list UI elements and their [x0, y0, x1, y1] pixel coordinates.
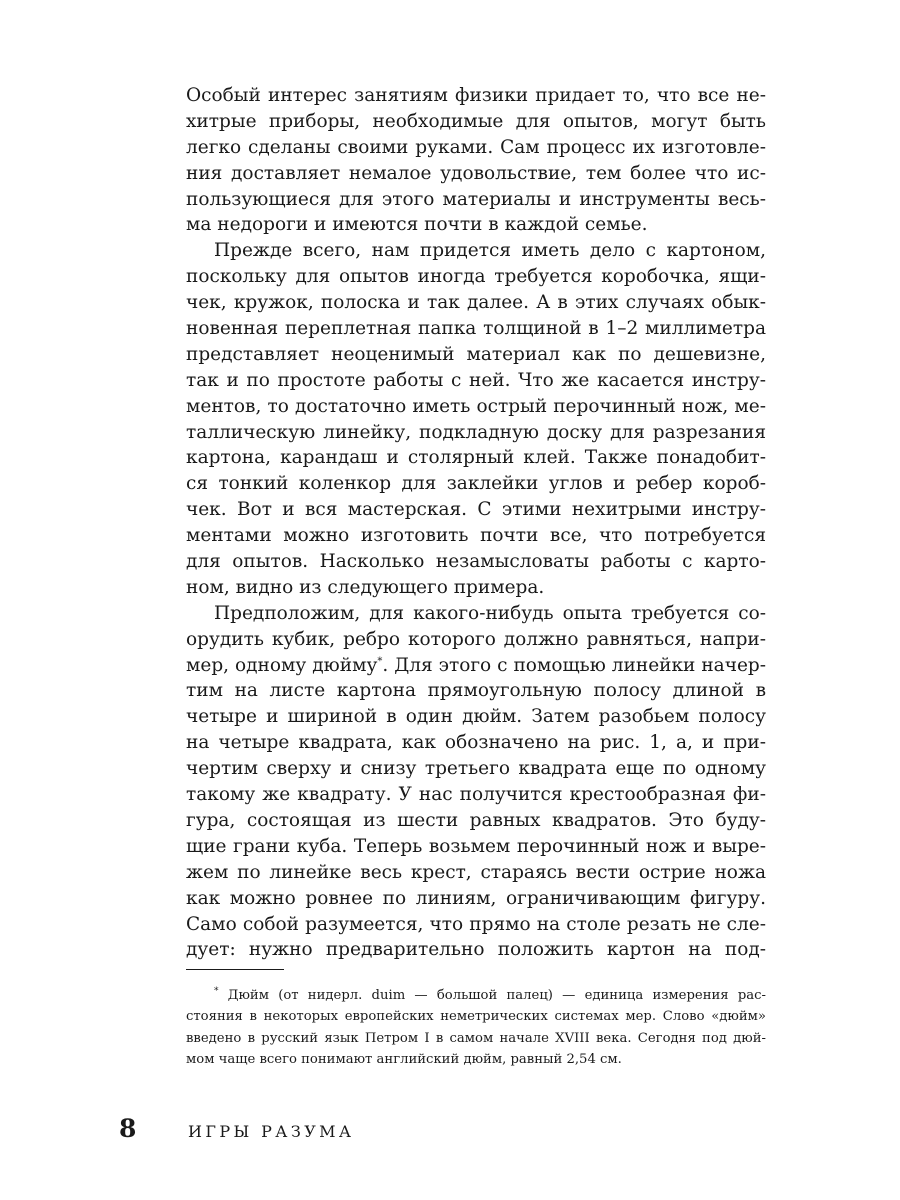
text-line: ся тонкий коленкор для заклейки углов и ребер короб-: [186, 473, 766, 495]
footnote-line: стояния в некоторых европейских неметрических системах мер. Слово «дюйм»: [186, 1009, 766, 1025]
text-segment: . Для этого с помощью линейки начер-: [382, 654, 766, 676]
text-line: легко сделаны своими руками. Сам процесс их изготовле-: [186, 136, 766, 158]
text-line: щие грани куба. Теперь возьмем перочинный нож и выре-: [186, 835, 766, 857]
text-line: Прежде всего, нам придется иметь дело с картоном,: [214, 240, 766, 262]
text-line: для опытов. Насколько незамысловаты работы с карто-: [186, 551, 766, 573]
text-line: тим на листе картона прямоугольную полосу длиной в: [186, 680, 766, 702]
text-line: пользующиеся для этого материалы и инструменты весь-: [186, 188, 766, 210]
text-line: на четыре квадрата, как обозначено на рис. 1, а, и при-: [186, 732, 766, 754]
paragraph-1: [186, 83, 766, 238]
text-line: как можно ровнее по линиям, ограничивающим фигуру.: [186, 887, 766, 909]
paragraph-3: [186, 601, 766, 963]
footnote-line: введено в русский язык Петром I в самом начале XVIII века. Сегодня под дюй-: [186, 1030, 766, 1046]
text-line: Само собой разумеется, что прямо на столе резать не сле-: [186, 913, 766, 935]
text-line: ном, видно из следующего примера.: [186, 576, 545, 598]
text-line: ния доставляет немалое удовольствие, тем более что ис-: [186, 162, 766, 184]
footnote-text: Дюйм (от нидерл. duim — большой палец) — единица измерения рас-: [227, 988, 766, 1003]
text-line: гура, состоящая из шести равных квадратов. Это буду-: [186, 809, 766, 831]
text-line-with-footnote: [186, 653, 766, 679]
text-line: представляет неоценимый материал как по дешевизне,: [186, 343, 766, 365]
text-line: дует: нужно предварительно положить картон на под-: [186, 939, 766, 961]
footnote: [186, 985, 766, 1071]
text-line: чек, кружок, полоска и так далее. А в этих случаях обык-: [186, 292, 766, 314]
text-line: так и по простоте работы с ней. Что же касается инстру-: [186, 369, 766, 391]
text-line: картона, карандаш и столярный клей. Также понадобит-: [186, 447, 766, 469]
text-line: орудить кубик, ребро которого должно равняться, напри-: [186, 628, 766, 650]
footnote-line: мом чаще всего понимают английский дюйм, равный 2,54 см.: [186, 1052, 622, 1068]
text-line: чертим сверху и снизу третьего квадрата еще по одному: [186, 758, 766, 780]
paragraph-2: [186, 238, 766, 600]
text-line: чек. Вот и вся мастерская. С этими нехитрыми инстру-: [186, 499, 766, 521]
text-line: ментами можно изготовить почти все, что потребуется: [186, 525, 766, 547]
running-title: ИГРЫ РАЗУМА: [188, 1122, 355, 1141]
text-line: Особый интерес занятиям физики придает то, что все не-: [186, 85, 766, 106]
text-line: ментов, то достаточно иметь острый перочинный нож, ме-: [186, 395, 766, 417]
footnote-mark: *: [214, 986, 219, 997]
text-line: такому же квадрату. У нас получится крестообразная фи-: [186, 784, 766, 806]
text-line: ма недороги и имеются почти в каждой семье.: [186, 214, 648, 236]
text-line: поскольку для опытов иногда требуется коробочка, ящи-: [186, 266, 766, 288]
text-segment: мер, одному дюйму: [186, 654, 378, 676]
text-line: таллическую линейку, подкладную доску для разрезания: [186, 421, 766, 443]
text-line: четыре и шириной в один дюйм. Затем разобьем полосу: [186, 706, 766, 728]
page-number: 8: [119, 1114, 137, 1143]
footnote-reference[interactable]: *: [377, 655, 383, 667]
text-line: хитрые приборы, необходимые для опытов, могут быть: [186, 110, 766, 132]
text-line: новенная переплетная папка толщиной в 1–2 миллиметра: [186, 318, 766, 340]
text-line: Предположим, для какого-нибудь опыта требуется со-: [214, 602, 766, 624]
footnote-line: [186, 985, 766, 1006]
footnote-separator: [186, 969, 284, 970]
body-text: [186, 83, 766, 963]
text-line: жем по линейке весь крест, стараясь вести острие ножа: [186, 861, 766, 883]
